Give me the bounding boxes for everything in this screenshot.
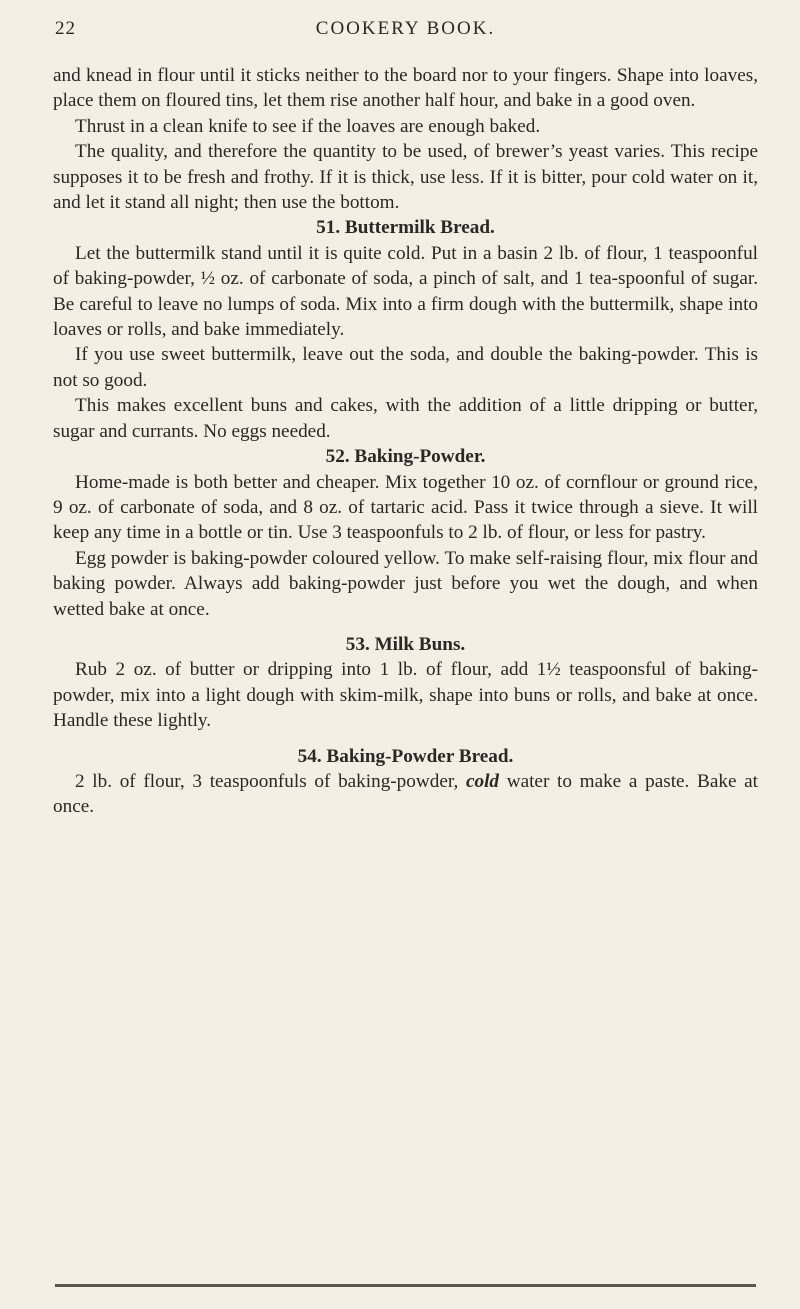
recipe-title: Baking-Powder Bread. — [326, 745, 514, 767]
paragraph: Thrust in a clean knife to see if the loaves are enough baked. — [75, 115, 541, 137]
paragraph: Let the buttermilk stand until it is quite cold. Put in a basin 2 lb. of flour, 1 teaspoonful of baking-powder, ½ oz. of carbonate of soda, a pinch of salt, and 1 tea-spoonful of sugar. Be careful to leave no lumps of soda. Mix into a firm dough with the buttermilk, shape into loaves or rolls, and bake immediately. — [53, 242, 758, 341]
recipe-title: Buttermilk Bread. — [344, 217, 495, 239]
recipe-title: Milk Buns. — [374, 633, 466, 655]
recipe-heading-54 — [53, 744, 758, 769]
paragraph: Egg powder is baking-powder coloured yellow. To make self-raising flour, mix flour and baking powder. Always add baking-powder just before you wet the dough, and when wetted bake at once. — [53, 547, 758, 620]
recipe-title: Baking-Powder. — [354, 446, 486, 468]
recipe-number: 51. — [316, 217, 341, 239]
emphasis-text: cold — [465, 770, 500, 792]
paragraph: If you use sweet buttermilk, leave out the soda, and double the baking-powder. This is not so good. — [53, 344, 758, 391]
text-run: 2 lb. of flour, 3 teaspoonfuls of baking-powder, — [75, 770, 459, 792]
paragraph-continued: and knead in flour until it sticks neither to the board nor to your fingers. Shape into loaves, place them on floured tins, let them rise another half hour, and bake in a good oven. — [53, 65, 758, 112]
paragraph — [53, 769, 758, 820]
recipe-number: 52. — [325, 446, 350, 468]
paragraph: Rub 2 oz. of butter or dripping into 1 lb. of flour, add 1½ teaspoonsful of baking-powder, mix into a light dough with skim-milk, shape into buns or rolls, and bake at once. Handle these lightly. — [53, 659, 758, 732]
recipe-heading-51 — [53, 215, 758, 240]
book-title: COOKERY BOOK. — [315, 18, 496, 39]
recipe-heading-53 — [53, 632, 758, 657]
paragraph: This makes excellent buns and cakes, with the addition of a little dripping or butter, sugar and currants. No eggs needed. — [53, 395, 758, 442]
bottom-rule — [55, 1284, 756, 1287]
recipe-heading-52 — [53, 444, 758, 469]
recipe-number: 54. — [297, 745, 322, 767]
paragraph: Home-made is both better and cheaper. Mix together 10 oz. of cornflour or ground rice, 9 oz. of carbonate of soda, and 8 oz. of tartaric acid. Pass it twice through a sieve. It will keep any time in a bottle or tin. Use 3 teaspoonfuls to 2 lb. of flour, or less for pastry. — [53, 471, 758, 544]
page-text — [53, 63, 758, 820]
running-head — [53, 18, 758, 48]
book-page — [53, 0, 758, 1309]
page-number: 22 — [55, 18, 76, 39]
text-run: water to make a paste. Bake at once. — [53, 770, 759, 818]
paragraph: The quality, and therefore the quantity to be used, of brewer’s yeast varies. This recipe supposes it to be fresh and frothy. If it is thick, use less. If it is bitter, pour cold water on it, and let it stand all night; then use the bottom. — [53, 141, 758, 214]
recipe-number: 53. — [345, 633, 370, 655]
